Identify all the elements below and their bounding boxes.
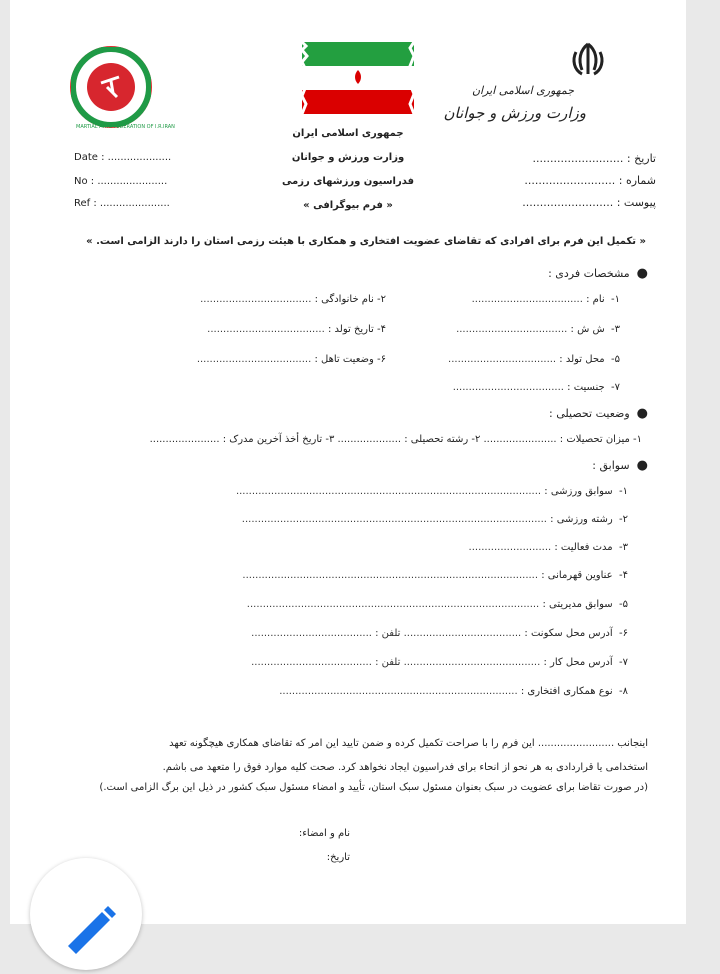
record-sports-history: ۱- سوابق ورزشی : ................................................................................................ xyxy=(235,486,628,497)
bullet-icon: ● xyxy=(636,406,648,421)
record-championships: ۴- عناوین قهرمانی : ............................................................................................. xyxy=(242,570,628,581)
record-management: ۵- سوابق مدیریتی : ............................................................................................ xyxy=(246,599,628,610)
edit-pencil-icon xyxy=(30,858,142,970)
number-field: No : ...................... xyxy=(74,176,168,187)
bullet-icon: ● xyxy=(636,458,648,473)
ref-field: Ref : ...................... xyxy=(74,198,170,209)
education-section-title: ● وضعیت تحصیلی : xyxy=(549,406,648,421)
records-section-title: ● سوابق : xyxy=(592,458,648,473)
declaration-line-3: (در صورت تقاضا برای عضویت در سبک بعنوان مسئول سبک استان، تأیید و امضاء مسئول سبک کشور در ذیل این برگ الزامی است.) xyxy=(99,782,648,793)
document-page xyxy=(10,0,686,924)
emblem-country: جمهوری اسلامی ایران xyxy=(471,84,574,97)
field-id-number: ۳- ش ش : ................................... xyxy=(456,324,620,335)
signature-label: نام و امضاء: xyxy=(298,828,350,839)
record-honorary-cooperation: ۸- نوع همکاری افتخاری : ........................................................................... xyxy=(279,686,628,697)
field-birth-date: ۴- تاریخ تولد : ..................................... xyxy=(207,324,386,335)
intro-note: « تکمیل این فرم برای افرادی که تقاضای عضویت افتخاری و همکاری با هیئت رزمی استان را دارند الزامی است. » xyxy=(86,236,646,247)
attachment-field-fa: پیوست : .......................... xyxy=(522,196,656,209)
iran-flag-icon xyxy=(300,40,416,116)
form-title: « فرم بیوگرافی » xyxy=(303,200,393,211)
date-field-fa: تاریخ : .......................... xyxy=(532,152,656,165)
date-field: Date : .................... xyxy=(74,152,172,163)
declaration-line-1: اینجانب ........................ این فرم را با صراحت تکمیل کرده و ضمن تایید این امر که تقاضای همکاری هیچگونه تعهد xyxy=(169,738,648,749)
center-country: جمهوری اسلامی ایران xyxy=(292,128,404,139)
center-federation: فدراسیون ورزشهای رزمی xyxy=(281,176,415,187)
iran-emblem-icon xyxy=(558,40,618,80)
martial-arts-logo-icon xyxy=(71,47,151,127)
emblem-ministry: وزارت ورزش و جوانان xyxy=(443,104,586,122)
signature-date-label: تاریخ: xyxy=(326,852,350,863)
bullet-icon: ● xyxy=(636,266,648,281)
record-work-address: ۷- آدرس محل کار : ........................................... تلفن : ...................................... xyxy=(251,657,628,668)
personal-section-title: ● مشخصات فردی : xyxy=(548,266,648,281)
field-birth-place: ۵- محل تولد : .................................. xyxy=(448,354,620,365)
field-last-name: ۲- نام خانوادگی : ................................... xyxy=(200,294,386,305)
number-field-fa: شماره : .......................... xyxy=(524,174,656,187)
record-activity-duration: ۳- مدت فعالیت : .......................... xyxy=(468,542,628,553)
center-ministry: وزارت ورزش و جوانان xyxy=(291,152,405,163)
field-first-name: ۱- نام : ................................... xyxy=(471,294,620,305)
logo-caption: MARTIAL ARTS FEDERATION OF I.R.IRAN xyxy=(76,124,175,130)
field-gender: ۷- جنسیت : ................................... xyxy=(452,382,620,393)
federation-logo xyxy=(70,46,152,128)
edit-fab-button[interactable] xyxy=(30,858,142,970)
education-fields: ۱- میزان تحصیلات : ....................... ۲- رشته تحصیلی : .................... ۳- تاریخ أخذ آخرین مدرک : ...................... xyxy=(149,434,642,445)
declaration-line-2: استخدامی یا قراردادی به هر نحو از انحاء برای فدراسیون ایجاد نخواهد کرد. صحت کلیه موارد فوق را متعهد می باشم. xyxy=(162,762,648,773)
record-sport-discipline: ۲- رشته ورزشی : ................................................................................................ xyxy=(241,514,628,525)
record-home-address: ۶- آدرس محل سکونت : ..................................... تلفن : ...................................... xyxy=(251,628,628,639)
field-marital-status: ۶- وضعیت تاهل : .................................... xyxy=(196,354,386,365)
